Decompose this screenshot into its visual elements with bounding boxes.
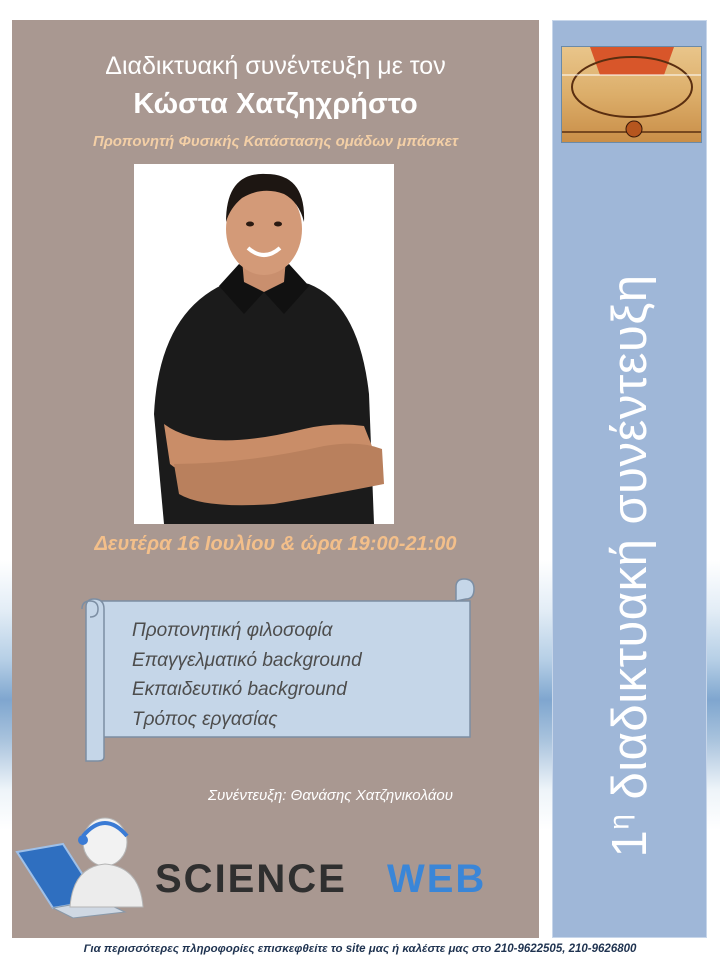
event-datetime: Δευτέρα 16 Ιουλίου & ώρα 19:00-21:00 (94, 533, 457, 555)
interviewer-credit: Συνέντευξη: Θανάσης Χατζηνικολάου (208, 787, 453, 804)
sidebar-panel (552, 20, 707, 938)
topics-list (132, 616, 362, 734)
logo-text-science: SCIENCE (155, 857, 347, 901)
user-headset-icon (70, 818, 143, 907)
topic-item: Επαγγελματικό background (132, 649, 362, 671)
heading-intro: Διαδικτυακή συνέντευξη με τον (105, 52, 446, 80)
interviewee-name: Κώστα Χατζηχρήστο (133, 88, 418, 120)
topic-item: Εκπαιδευτικό background (132, 679, 347, 700)
logo-text-web: WEB (387, 857, 487, 901)
sidebar-title: $1^\eta$ διαδικτυακή συνέντευξη (603, 274, 657, 858)
interviewee-role: Προπονητή Φυσικής Κατάστασης ομάδων μπάσκετ (92, 133, 459, 150)
scienceweb-logo (15, 812, 535, 922)
topic-item: Τρόπος εργασίας (132, 708, 278, 730)
topic-item: Προπονητική φιλοσοφία (132, 620, 333, 641)
footer-contact: Για περισσότερες πληροφορίες επισκεφθείτε το site μας ή καλέστε μας στο 210-9622505, 210-9626800 (83, 943, 637, 955)
interviewee-photo (134, 164, 394, 524)
basketball-court-image (561, 46, 702, 143)
